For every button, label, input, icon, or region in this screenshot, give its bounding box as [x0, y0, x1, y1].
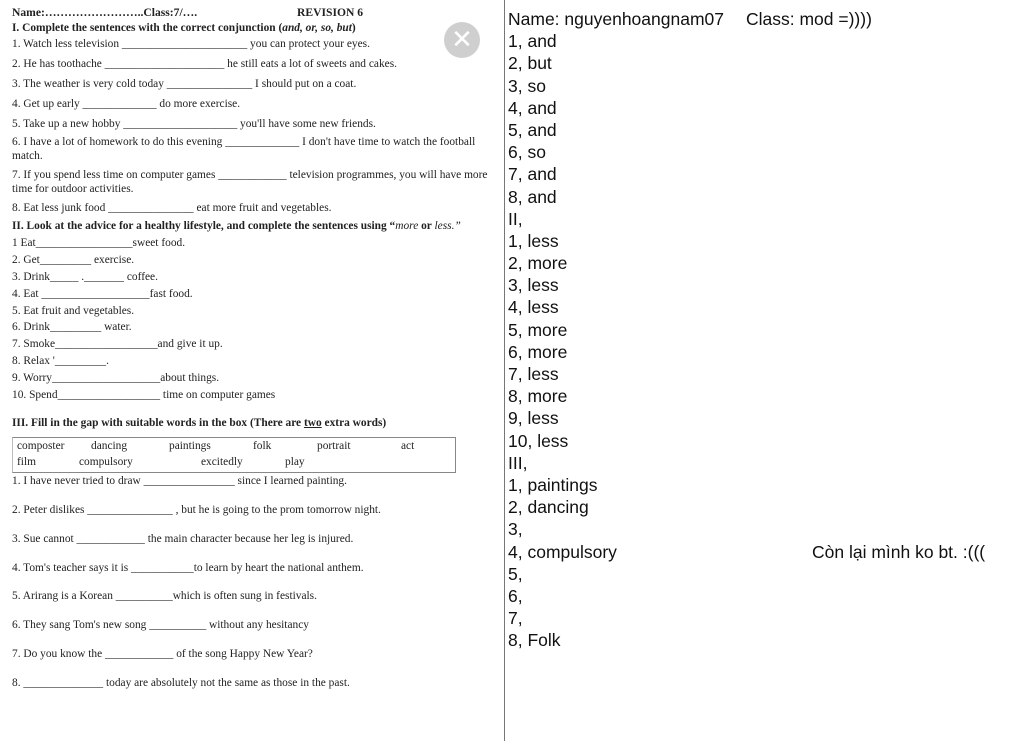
answer-row: 3, so	[508, 75, 546, 96]
answer-row: 7,	[508, 608, 523, 629]
answer-row: 9, less	[508, 408, 559, 429]
box-word: composter	[17, 439, 65, 452]
revision-title: REVISION 6	[297, 6, 364, 19]
exercise-item: 1. Watch less television ______________________ you can protect your eyes.	[12, 37, 370, 50]
section1-heading: I. Complete the sentences with the correct conjunction (and, or, so, but)	[12, 22, 356, 34]
exercise-item: 1 Eat_________________sweet food.	[12, 236, 186, 249]
box-word: folk	[253, 439, 272, 452]
answer-row: 5, more	[508, 319, 568, 340]
answer-row: 6,	[508, 585, 523, 606]
answer-header	[508, 8, 1024, 30]
box-word: dancing	[91, 439, 128, 452]
answer-row: 8, Folk	[508, 630, 561, 651]
answer-row: 10, less	[508, 430, 569, 451]
answer-row: 2, but	[508, 53, 552, 74]
box-word: film	[17, 455, 36, 468]
answer-row: 4, less	[508, 297, 559, 318]
exercise-item: 7. Do you know the ____________ of the song Happy New Year?	[12, 648, 313, 661]
exercise-item: 6. They sang Tom's new song __________ without any hesitancy	[12, 619, 309, 632]
exercise-item: 1. I have never tried to draw ________________ since I learned painting.	[12, 474, 347, 487]
answer-row: 5, and	[508, 119, 557, 140]
exercise-item: 6. I have a lot of homework to do this evening _____________ I don't have time to watch the football match.	[12, 136, 476, 163]
answer-note: Còn lại mình ko bt. :(((	[812, 542, 986, 562]
answer-row: II,	[508, 208, 523, 229]
exercise-item: 3. The weather is very cold today _______________ I should put on a coat.	[12, 77, 357, 90]
section3-heading: III. Fill in the gap with suitable words in the box (There are two extra words)	[12, 416, 387, 429]
answer-row: 6, so	[508, 142, 546, 163]
box-word: compulsory	[79, 455, 133, 468]
answer-row: 4, compulsory	[508, 541, 617, 562]
exercise-item: 4. Get up early _____________ do more exercise.	[12, 97, 241, 110]
answer-row: III,	[508, 452, 528, 473]
answer-row: 7, and	[508, 164, 557, 185]
exercise-item: 5. Eat fruit and vegetables.	[12, 304, 135, 317]
answer-row: 3,	[508, 519, 523, 540]
section3-list	[12, 475, 496, 691]
exercise-item: 8. Eat less junk food _______________ eat more fruit and vegetables.	[12, 202, 332, 215]
exercise-item: 5. Arirang is a Korean __________which is often sung in festivals.	[12, 590, 317, 603]
answer-row: 6, more	[508, 341, 568, 362]
answer-row: 2, dancing	[508, 497, 589, 518]
exercise-item: 4. Tom's teacher says it is ___________to learn by heart the national anthem.	[12, 561, 364, 574]
answer-row: 5,	[508, 563, 523, 584]
answer-row: 8, more	[508, 386, 568, 407]
exercise-item: 8. Relax '_________.	[12, 355, 109, 368]
answer-row: 3, less	[508, 275, 559, 296]
box-word: excitedly	[201, 455, 243, 468]
answer-row: 1, less	[508, 230, 559, 251]
exercise-item: 7. Smoke__________________and give it up.	[12, 338, 223, 351]
answer-row: 4, and	[508, 97, 557, 118]
section2-heading: II. Look at the advice for a healthy lifestyle, and complete the sentences using “more or less.”	[12, 219, 461, 232]
exercise-item: 2. Peter dislikes _______________ , but he is going to the prom tomorrow night.	[12, 503, 381, 516]
student-class: Class: mod =))))	[746, 9, 872, 29]
exercise-item: 5. Take up a new hobby ____________________ you'll have some new friends.	[12, 117, 376, 130]
exercise-item: 2. He has toothache _____________________ he still eats a lot of sweets and cakes.	[12, 57, 397, 70]
name-class-line: Name:……………………..Class:7/….	[12, 6, 198, 19]
answer-row: 1, and	[508, 31, 557, 52]
answer-row: 1, paintings	[508, 474, 598, 495]
exercise-item: 9. Worry___________________about things.	[12, 372, 220, 385]
box-word: play	[285, 455, 305, 468]
exercise-item: 3. Drink_____ ._______ coffee.	[12, 270, 158, 283]
exercise-item: 10. Spend__________________ time on computer games	[12, 389, 276, 402]
exercise-item: 2. Get_________ exercise.	[12, 253, 135, 266]
divider	[504, 0, 505, 741]
exercise-item: 3. Sue cannot ____________ the main character because her leg is injured.	[12, 532, 354, 545]
answer-row: 2, more	[508, 253, 568, 274]
box-word: portrait	[317, 439, 351, 452]
worksheet-image	[0, 0, 504, 741]
section2-list	[12, 237, 496, 403]
word-box	[12, 437, 456, 473]
exercise-item: 6. Drink_________ water.	[12, 321, 132, 334]
worksheet-header	[12, 4, 496, 20]
exercise-item: 8. ______________ today are absolutely not the same as those in the past.	[12, 677, 350, 690]
box-word: act	[401, 439, 415, 452]
section1-list	[12, 38, 496, 216]
answer-row: 8, and	[508, 186, 557, 207]
exercise-item: 4. Eat ___________________fast food.	[12, 287, 193, 300]
exercise-item: 7. If you spend less time on computer games ____________ television programmes, you will have more time for outdoor activities.	[12, 169, 488, 196]
student-name: Name: nguyenhoangnam07	[508, 9, 724, 29]
answer-row: 7, less	[508, 364, 559, 384]
box-word: paintings	[169, 439, 211, 452]
close-icon[interactable]: ✕	[444, 22, 480, 58]
